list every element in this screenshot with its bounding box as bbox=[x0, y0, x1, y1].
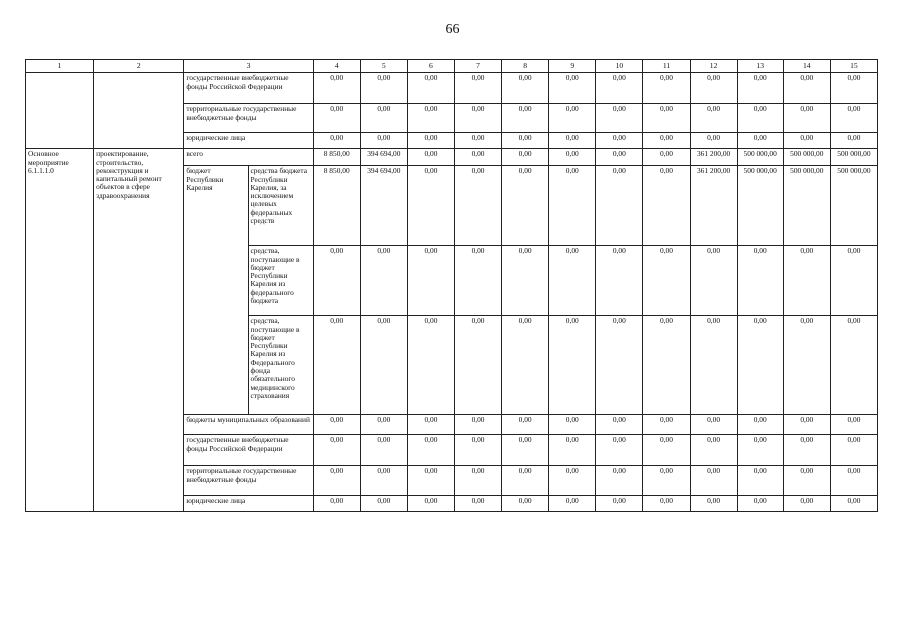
value-cell: 0,00 bbox=[502, 496, 549, 512]
value-cell: 0,00 bbox=[454, 466, 501, 496]
column-header: 2 bbox=[94, 60, 184, 73]
value-cell: 0,00 bbox=[360, 435, 407, 466]
value-cell: 0,00 bbox=[454, 246, 501, 316]
value-cell: 0,00 bbox=[313, 435, 360, 466]
value-cell: 0,00 bbox=[454, 104, 501, 133]
value-cell: 0,00 bbox=[502, 133, 549, 149]
value-cell: 0,00 bbox=[502, 316, 549, 415]
column-header: 5 bbox=[360, 60, 407, 73]
value-cell: 0,00 bbox=[783, 435, 830, 466]
value-cell: 0,00 bbox=[783, 73, 830, 104]
value-cell: 0,00 bbox=[596, 149, 643, 166]
value-cell: 0,00 bbox=[737, 104, 783, 133]
value-cell: 0,00 bbox=[313, 104, 360, 133]
column-header: 1 bbox=[26, 60, 94, 73]
header-row bbox=[26, 60, 878, 73]
column-header: 11 bbox=[643, 60, 690, 73]
value-cell: 0,00 bbox=[407, 73, 454, 104]
value-cell: 0,00 bbox=[549, 246, 596, 316]
value-cell: 0,00 bbox=[360, 246, 407, 316]
value-cell: 0,00 bbox=[407, 415, 454, 435]
value-cell: 0,00 bbox=[502, 415, 549, 435]
column-header: 4 bbox=[313, 60, 360, 73]
value-cell: 361 200,00 bbox=[690, 166, 737, 246]
value-cell: 0,00 bbox=[549, 104, 596, 133]
table-row bbox=[26, 149, 878, 166]
value-cell: 0,00 bbox=[549, 166, 596, 246]
column-header: 9 bbox=[549, 60, 596, 73]
value-cell: 0,00 bbox=[643, 246, 690, 316]
value-cell: 0,00 bbox=[643, 316, 690, 415]
value-cell: 500 000,00 bbox=[737, 166, 783, 246]
value-cell: 0,00 bbox=[783, 133, 830, 149]
value-cell: 500 000,00 bbox=[783, 166, 830, 246]
value-cell: 0,00 bbox=[596, 435, 643, 466]
value-cell: 0,00 bbox=[454, 496, 501, 512]
value-cell: 0,00 bbox=[360, 316, 407, 415]
value-cell: 0,00 bbox=[643, 496, 690, 512]
value-cell: 0,00 bbox=[783, 415, 830, 435]
value-cell: 0,00 bbox=[407, 133, 454, 149]
value-cell: 0,00 bbox=[596, 133, 643, 149]
value-cell: 0,00 bbox=[596, 316, 643, 415]
value-cell: 0,00 bbox=[643, 133, 690, 149]
value-cell: 0,00 bbox=[502, 73, 549, 104]
regional-budget-label: бюджет Республики Карелия bbox=[184, 166, 248, 415]
value-cell: 0,00 bbox=[407, 316, 454, 415]
value-cell: 0,00 bbox=[830, 246, 877, 316]
value-cell: 0,00 bbox=[549, 435, 596, 466]
value-cell: 0,00 bbox=[643, 104, 690, 133]
value-cell: 0,00 bbox=[502, 466, 549, 496]
value-cell: 0,00 bbox=[313, 133, 360, 149]
value-cell: 0,00 bbox=[690, 466, 737, 496]
value-cell: 8 850,00 bbox=[313, 166, 360, 246]
column-header: 12 bbox=[690, 60, 737, 73]
value-cell: 0,00 bbox=[737, 496, 783, 512]
value-cell: 0,00 bbox=[596, 73, 643, 104]
row-sublabel: средства, поступающие в бюджет Республики Карелия из Федерального фонда обязательного медицинского страхования bbox=[248, 316, 313, 415]
value-cell: 0,00 bbox=[454, 166, 501, 246]
value-cell: 0,00 bbox=[596, 166, 643, 246]
value-cell: 0,00 bbox=[407, 149, 454, 166]
value-cell: 0,00 bbox=[737, 415, 783, 435]
value-cell: 0,00 bbox=[502, 246, 549, 316]
value-cell: 0,00 bbox=[830, 133, 877, 149]
value-cell: 0,00 bbox=[596, 246, 643, 316]
row-label: юридические лица bbox=[184, 496, 313, 512]
value-cell: 0,00 bbox=[783, 496, 830, 512]
value-cell: 0,00 bbox=[737, 73, 783, 104]
value-cell: 0,00 bbox=[690, 435, 737, 466]
column-header: 3 bbox=[184, 60, 313, 73]
value-cell: 0,00 bbox=[643, 73, 690, 104]
value-cell: 0,00 bbox=[454, 316, 501, 415]
value-cell: 0,00 bbox=[596, 496, 643, 512]
activity-name: проектирование, строительство, реконструкция и капитальный ремонт объектов в сфере здравоохранения bbox=[94, 149, 184, 512]
value-cell: 0,00 bbox=[737, 133, 783, 149]
value-cell: 0,00 bbox=[313, 415, 360, 435]
value-cell: 0,00 bbox=[549, 73, 596, 104]
table-row bbox=[26, 73, 878, 104]
row-sublabel: средства, поступающие в бюджет Республики Карелия из федерального бюджета bbox=[248, 246, 313, 316]
row-label: юридические лица bbox=[184, 133, 313, 149]
empty-cell bbox=[26, 73, 94, 149]
value-cell: 0,00 bbox=[737, 246, 783, 316]
empty-cell bbox=[94, 73, 184, 149]
value-cell: 500 000,00 bbox=[737, 149, 783, 166]
value-cell: 0,00 bbox=[502, 104, 549, 133]
value-cell: 0,00 bbox=[783, 104, 830, 133]
value-cell: 0,00 bbox=[407, 435, 454, 466]
value-cell: 0,00 bbox=[407, 466, 454, 496]
value-cell: 8 850,00 bbox=[313, 149, 360, 166]
row-sublabel: средства бюджета Республики Карелия, за исключением целевых федеральных средств bbox=[248, 166, 313, 246]
value-cell: 0,00 bbox=[830, 496, 877, 512]
value-cell: 0,00 bbox=[737, 316, 783, 415]
value-cell: 394 694,00 bbox=[360, 166, 407, 246]
value-cell: 0,00 bbox=[690, 415, 737, 435]
value-cell: 0,00 bbox=[360, 73, 407, 104]
value-cell: 0,00 bbox=[407, 246, 454, 316]
column-header: 14 bbox=[783, 60, 830, 73]
value-cell: 0,00 bbox=[549, 466, 596, 496]
value-cell: 0,00 bbox=[313, 73, 360, 104]
column-header: 15 bbox=[830, 60, 877, 73]
page-number: 66 bbox=[445, 22, 460, 37]
row-label: территориальные государственные внебюджетные фонды bbox=[184, 104, 313, 133]
value-cell: 0,00 bbox=[549, 149, 596, 166]
column-header: 13 bbox=[737, 60, 783, 73]
row-label: территориальные государственные внебюджетные фонды bbox=[184, 466, 313, 496]
value-cell: 0,00 bbox=[313, 466, 360, 496]
value-cell: 0,00 bbox=[830, 73, 877, 104]
value-cell: 0,00 bbox=[549, 133, 596, 149]
value-cell: 0,00 bbox=[690, 104, 737, 133]
value-cell: 0,00 bbox=[549, 496, 596, 512]
value-cell: 0,00 bbox=[454, 133, 501, 149]
value-cell: 0,00 bbox=[549, 415, 596, 435]
value-cell: 0,00 bbox=[830, 466, 877, 496]
value-cell: 0,00 bbox=[502, 166, 549, 246]
value-cell: 0,00 bbox=[360, 104, 407, 133]
value-cell: 394 694,00 bbox=[360, 149, 407, 166]
value-cell: 0,00 bbox=[690, 133, 737, 149]
value-cell: 0,00 bbox=[830, 104, 877, 133]
value-cell: 0,00 bbox=[643, 149, 690, 166]
value-cell: 0,00 bbox=[407, 166, 454, 246]
column-header: 8 bbox=[502, 60, 549, 73]
value-cell: 500 000,00 bbox=[830, 149, 877, 166]
value-cell: 0,00 bbox=[502, 149, 549, 166]
value-cell: 0,00 bbox=[830, 316, 877, 415]
row-label: всего bbox=[184, 149, 313, 166]
row-label: бюджеты муниципальных образований bbox=[184, 415, 313, 435]
row-label: государственные внебюджетные фонды Российской Федерации bbox=[184, 435, 313, 466]
column-header: 6 bbox=[407, 60, 454, 73]
value-cell: 0,00 bbox=[830, 415, 877, 435]
value-cell: 0,00 bbox=[737, 466, 783, 496]
value-cell: 0,00 bbox=[502, 435, 549, 466]
value-cell: 0,00 bbox=[313, 496, 360, 512]
value-cell: 0,00 bbox=[783, 246, 830, 316]
value-cell: 0,00 bbox=[596, 415, 643, 435]
value-cell: 0,00 bbox=[454, 415, 501, 435]
value-cell: 0,00 bbox=[643, 166, 690, 246]
value-cell: 0,00 bbox=[783, 316, 830, 415]
budget-table bbox=[25, 59, 878, 512]
value-cell: 0,00 bbox=[830, 435, 877, 466]
value-cell: 500 000,00 bbox=[830, 166, 877, 246]
value-cell: 0,00 bbox=[783, 466, 830, 496]
value-cell: 0,00 bbox=[360, 133, 407, 149]
value-cell: 500 000,00 bbox=[783, 149, 830, 166]
value-cell: 0,00 bbox=[690, 246, 737, 316]
value-cell: 0,00 bbox=[690, 316, 737, 415]
value-cell: 0,00 bbox=[360, 466, 407, 496]
value-cell: 0,00 bbox=[313, 316, 360, 415]
value-cell: 0,00 bbox=[690, 496, 737, 512]
value-cell: 361 200,00 bbox=[690, 149, 737, 166]
column-header: 7 bbox=[454, 60, 501, 73]
value-cell: 0,00 bbox=[454, 149, 501, 166]
value-cell: 0,00 bbox=[454, 73, 501, 104]
value-cell: 0,00 bbox=[407, 496, 454, 512]
value-cell: 0,00 bbox=[643, 415, 690, 435]
value-cell: 0,00 bbox=[643, 435, 690, 466]
value-cell: 0,00 bbox=[596, 104, 643, 133]
value-cell: 0,00 bbox=[360, 496, 407, 512]
value-cell: 0,00 bbox=[407, 104, 454, 133]
value-cell: 0,00 bbox=[596, 466, 643, 496]
row-label: государственные внебюджетные фонды Российской Федерации bbox=[184, 73, 313, 104]
value-cell: 0,00 bbox=[549, 316, 596, 415]
value-cell: 0,00 bbox=[360, 415, 407, 435]
value-cell: 0,00 bbox=[737, 435, 783, 466]
value-cell: 0,00 bbox=[643, 466, 690, 496]
value-cell: 0,00 bbox=[454, 435, 501, 466]
value-cell: 0,00 bbox=[313, 246, 360, 316]
value-cell: 0,00 bbox=[690, 73, 737, 104]
activity-code: Основное мероприятие 6.1.1.1.0 bbox=[26, 149, 94, 512]
column-header: 10 bbox=[596, 60, 643, 73]
